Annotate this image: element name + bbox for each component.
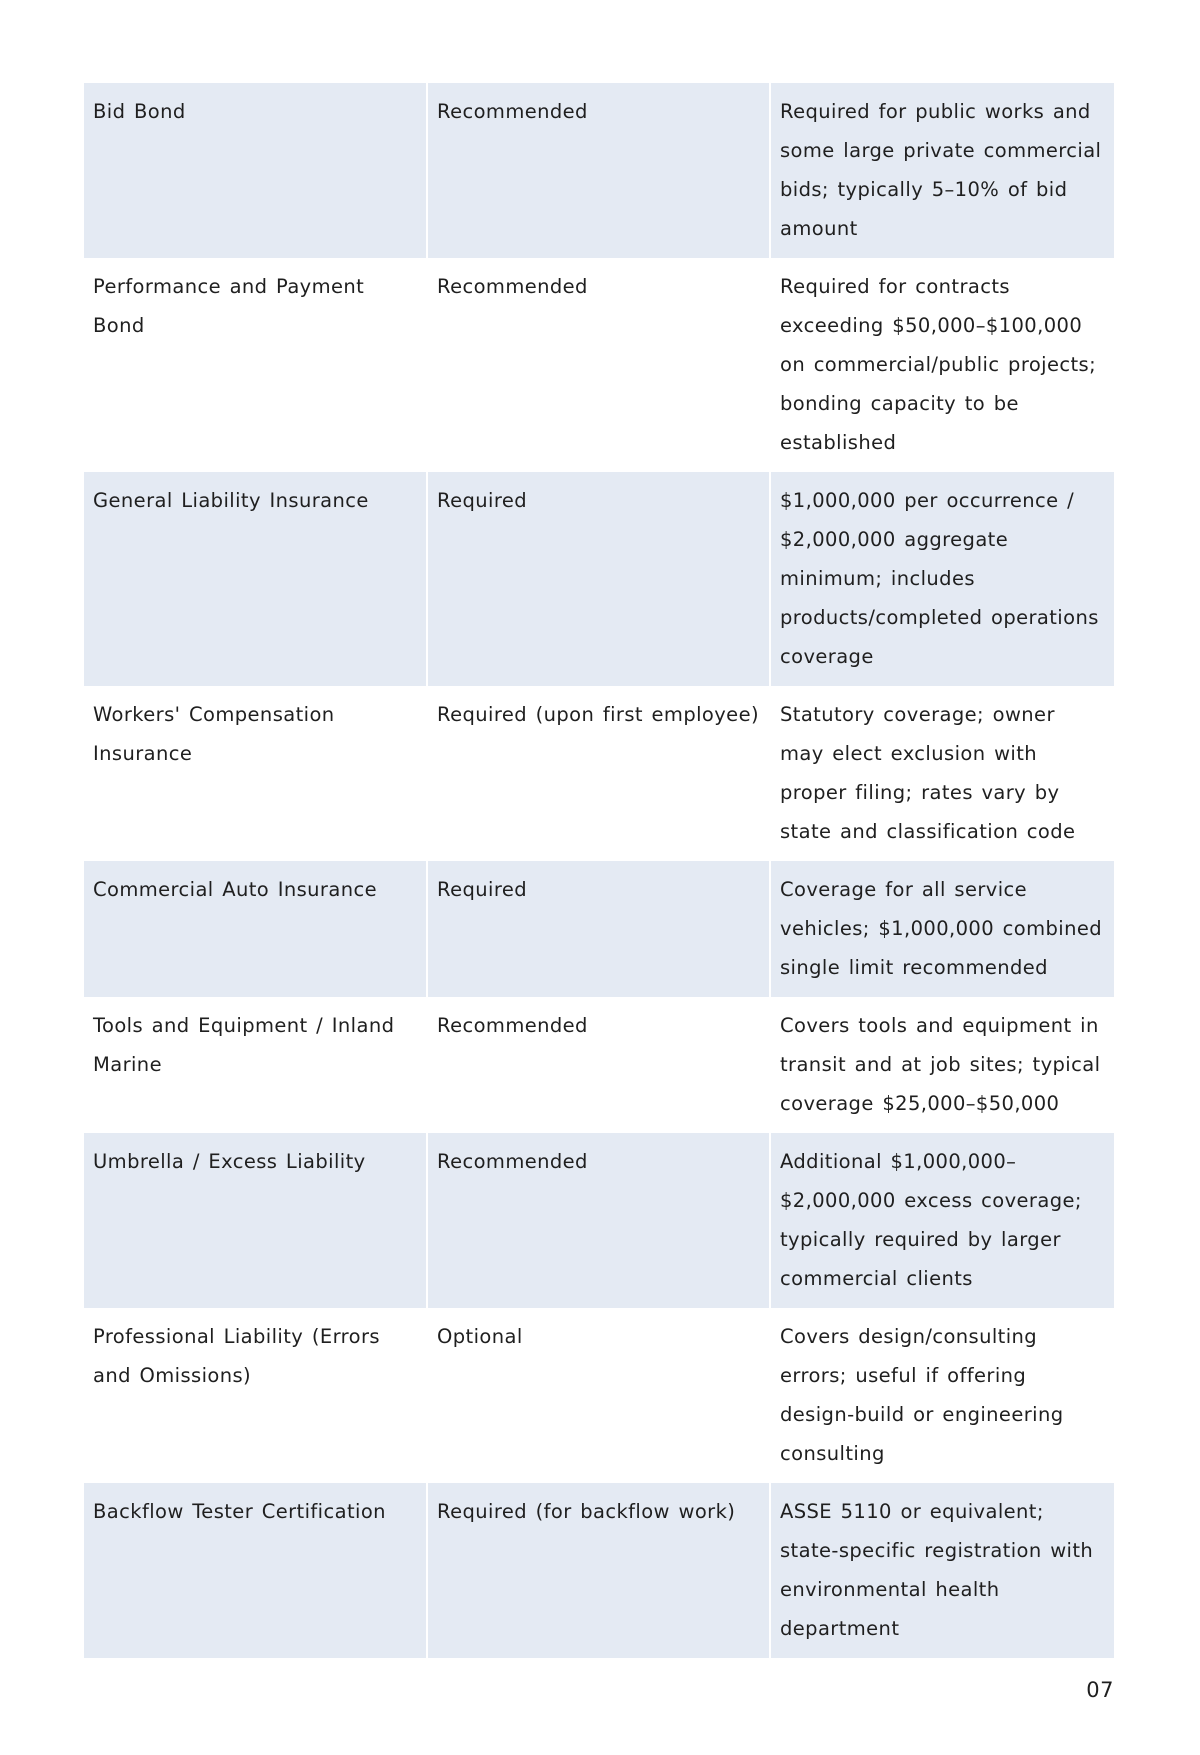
table-row [84, 472, 1114, 686]
cell-details: Covers tools and equipment in transit and at job sites; typical coverage $25,000–$50,000 [769, 997, 1114, 1133]
table-row [84, 83, 1114, 258]
cell-status: Required (for backflow work) [426, 1483, 769, 1658]
requirements-table-body [84, 83, 1114, 1658]
cell-item: General Liability Insurance [84, 472, 426, 686]
cell-status: Required (upon first employee) [426, 686, 769, 861]
cell-status: Optional [426, 1308, 769, 1483]
table-row [84, 1308, 1114, 1483]
cell-details: Coverage for all service vehicles; $1,000,000 combined single limit recommended [769, 861, 1114, 997]
table-row [84, 1483, 1114, 1658]
cell-details: Required for public works and some large private commercial bids; typically 5–10% of bid amount [769, 83, 1114, 258]
table-row [84, 861, 1114, 997]
cell-item: Professional Liability (Errors and Omissions) [84, 1308, 426, 1483]
table-row [84, 1133, 1114, 1308]
cell-item: Tools and Equipment / Inland Marine [84, 997, 426, 1133]
cell-status: Required [426, 861, 769, 997]
page-number: 07 [1086, 1678, 1114, 1702]
cell-details: Statutory coverage; owner may elect exclusion with proper filing; rates vary by state and classification code [769, 686, 1114, 861]
requirements-table [84, 83, 1114, 1658]
cell-item: Umbrella / Excess Liability [84, 1133, 426, 1308]
cell-status: Recommended [426, 258, 769, 472]
cell-details: ASSE 5110 or equivalent; state-specific registration with environmental health department [769, 1483, 1114, 1658]
cell-details: Required for contracts exceeding $50,000–$100,000 on commercial/public projects; bonding capacity to be established [769, 258, 1114, 472]
cell-item: Workers' Compensation Insurance [84, 686, 426, 861]
table-row [84, 686, 1114, 861]
cell-details: Covers design/consulting errors; useful if offering design-build or engineering consulting [769, 1308, 1114, 1483]
cell-status: Recommended [426, 1133, 769, 1308]
cell-item: Performance and Payment Bond [84, 258, 426, 472]
cell-details: $1,000,000 per occurrence / $2,000,000 aggregate minimum; includes products/completed operations coverage [769, 472, 1114, 686]
cell-item: Backflow Tester Certification [84, 1483, 426, 1658]
cell-status: Recommended [426, 83, 769, 258]
table-row [84, 258, 1114, 472]
cell-details: Additional $1,000,000–$2,000,000 excess coverage; typically required by larger commercial clients [769, 1133, 1114, 1308]
cell-status: Required [426, 472, 769, 686]
table-row [84, 997, 1114, 1133]
cell-item: Bid Bond [84, 83, 426, 258]
cell-item: Commercial Auto Insurance [84, 861, 426, 997]
cell-status: Recommended [426, 997, 769, 1133]
